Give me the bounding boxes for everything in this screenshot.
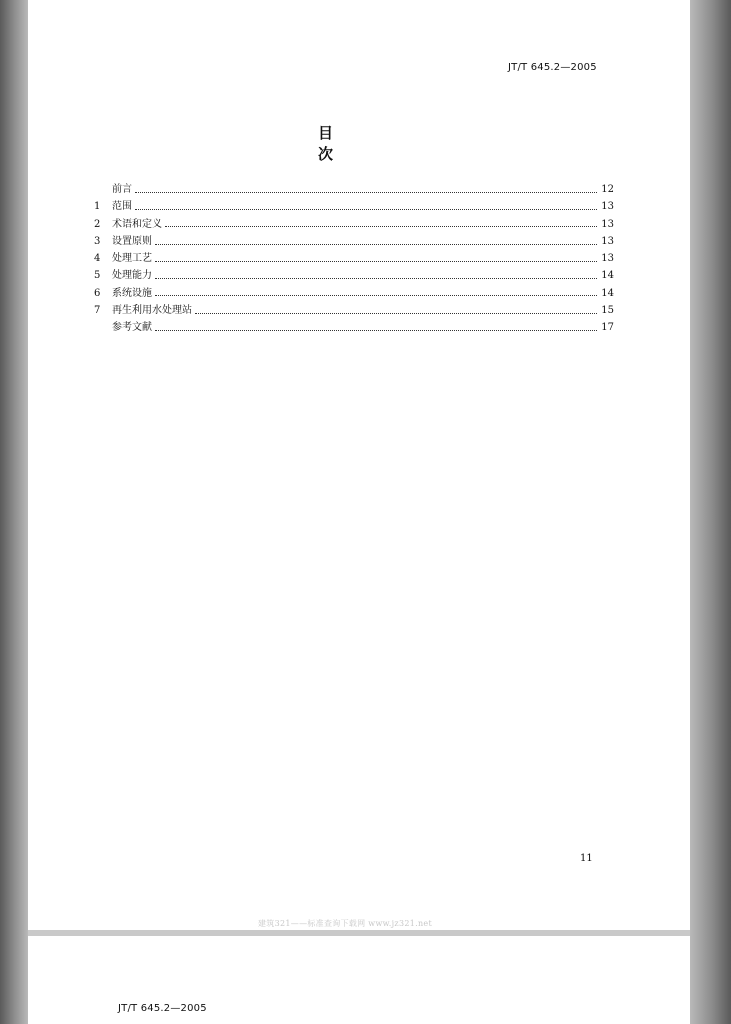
- toc-leader-dots: [155, 277, 597, 279]
- toc-item-page: 15: [601, 305, 614, 317]
- standard-code-header: JT/T 645.2—2005: [508, 62, 597, 73]
- toc-item-label: 术语和定义: [112, 218, 162, 230]
- toc-item-page: 13: [601, 218, 614, 230]
- toc-item-label: 范围: [112, 201, 132, 213]
- toc-item-preface[interactable]: [94, 180, 614, 197]
- toc-item-label: 设置原则: [112, 235, 152, 247]
- toc-item-page: 14: [601, 270, 614, 282]
- toc-item-number: 2: [94, 218, 101, 230]
- toc-item-reclaimed-water[interactable]: [94, 301, 614, 318]
- toc-item-number: 5: [94, 270, 101, 282]
- standard-code-header: JT/T 645.2—2005: [118, 1003, 207, 1014]
- toc-item-page: 14: [601, 287, 614, 299]
- toc-item-label: 系统设施: [112, 287, 152, 299]
- toc-leader-dots: [135, 208, 597, 210]
- watermark-text: 建筑321——标准查询下载网 www.jz321.net: [258, 919, 432, 928]
- toc-item-facilities[interactable]: [94, 284, 614, 301]
- toc-item-number: 6: [94, 287, 101, 299]
- toc-item-process[interactable]: [94, 249, 614, 266]
- toc-item-capacity[interactable]: [94, 266, 614, 283]
- toc-item-number: 4: [94, 253, 101, 265]
- toc-item-label: 参考文献: [112, 322, 152, 334]
- toc-leader-dots: [155, 329, 597, 331]
- toc-leader-dots: [135, 191, 597, 193]
- toc-leader-dots: [155, 260, 597, 262]
- toc-item-label: 处理工艺: [112, 253, 152, 265]
- toc-item-label: 前言: [112, 184, 132, 195]
- table-of-contents: [94, 180, 614, 336]
- toc-leader-dots: [155, 243, 597, 245]
- page-number: 11: [580, 853, 593, 864]
- toc-item-page: 13: [601, 253, 614, 265]
- toc-item-page: 17: [601, 322, 614, 334]
- toc-item-principles[interactable]: [94, 232, 614, 249]
- toc-item-label: 再生利用水处理站: [112, 305, 192, 317]
- toc-item-references[interactable]: [94, 318, 614, 335]
- toc-item-number: 3: [94, 235, 101, 247]
- toc-item-number: 7: [94, 305, 101, 317]
- document-page: [28, 0, 690, 930]
- toc-item-page: 13: [601, 235, 614, 247]
- toc-leader-dots: [195, 312, 597, 314]
- toc-leader-dots: [155, 294, 597, 296]
- toc-item-scope[interactable]: [94, 197, 614, 214]
- toc-item-number: 1: [94, 201, 101, 213]
- toc-leader-dots: [165, 225, 597, 227]
- toc-item-terms[interactable]: [94, 215, 614, 232]
- document-page: [28, 936, 690, 1024]
- toc-item-page: 13: [601, 201, 614, 213]
- toc-item-page: 12: [601, 184, 614, 195]
- toc-item-label: 处理能力: [112, 270, 152, 282]
- toc-title: 目 次: [318, 124, 364, 163]
